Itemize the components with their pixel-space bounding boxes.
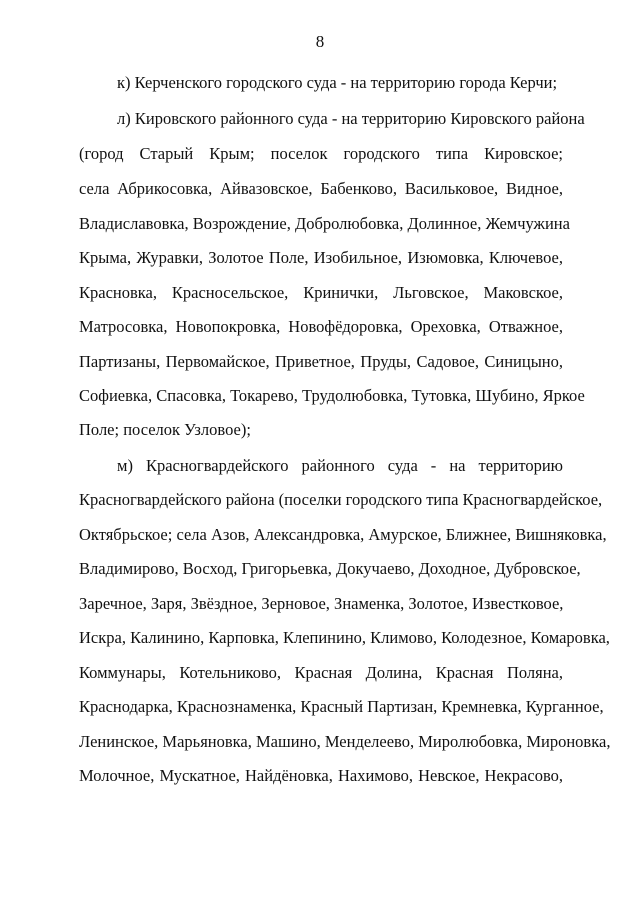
paragraph-m-line: Молочное, Мускатное, Найдёновка, Нахимово, Невское, Некрасово, (79, 766, 563, 785)
paragraph-m-line: Коммунары, Котельниково, Красная Долина, Красная Поляна, (79, 663, 563, 682)
paragraph-m-line: Красногвардейского района (поселки городского типа Красногвардейское, (79, 490, 603, 509)
paragraph-l-line: Крыма, Журавки, Золотое Поле, Изобильное, Изюмовка, Ключевое, (79, 248, 563, 267)
paragraph-l-line: Поле; поселок Узловое); (79, 420, 251, 439)
paragraph-l-line: Владиславовка, Возрождение, Добролюбовка, Долинное, Жемчужина (79, 214, 570, 233)
paragraph-l-line: Партизаны, Первомайское, Приветное, Пруды, Садовое, Синицыно, (79, 352, 563, 371)
paragraph-m-line: м) Красногвардейского районного суда - на территорию (117, 456, 563, 475)
paragraph-m-line: Ленинское, Марьяновка, Машино, Менделеево, Миролюбовка, Мироновка, (79, 732, 611, 751)
paragraph-m-line: Заречное, Заря, Звёздное, Зерновое, Знаменка, Золотое, Известковое, (79, 594, 564, 613)
paragraph-l-line: Софиевка, Спасовка, Токарево, Трудолюбовка, Тутовка, Шубино, Яркое (79, 386, 585, 405)
paragraph-l-line: Красновка, Красносельское, Кринички, Льговское, Маковское, (79, 283, 563, 302)
paragraph-m-line: Владимирово, Восход, Григорьевка, Докучаево, Доходное, Дубровское, (79, 559, 581, 578)
paragraph-m-line: Искра, Калинино, Карповка, Клепинино, Климово, Колодезное, Комаровка, (79, 628, 610, 647)
paragraph-m-line: Октябрьское; села Азов, Александровка, Амурское, Ближнее, Вишняковка, (79, 525, 607, 544)
paragraph-l-line: (город Старый Крым; поселок городского типа Кировское; (79, 144, 563, 163)
paragraph-k-line: к) Керченского городского суда - на территорию города Керчи; (117, 73, 558, 92)
paragraph-l-line: села Абрикосовка, Айвазовское, Бабенково, Васильковое, Видное, (79, 179, 563, 198)
paragraph-l-line: л) Кировского районного суда - на территорию Кировского района (117, 109, 585, 128)
paragraph-m-line: Краснодарка, Краснознаменка, Красный Партизан, Кремневка, Курганное, (79, 697, 604, 716)
paragraph-l-line: Матросовка, Новопокровка, Новофёдоровка, Ореховка, Отважное, (79, 317, 563, 336)
page-number: 8 (315, 32, 325, 51)
